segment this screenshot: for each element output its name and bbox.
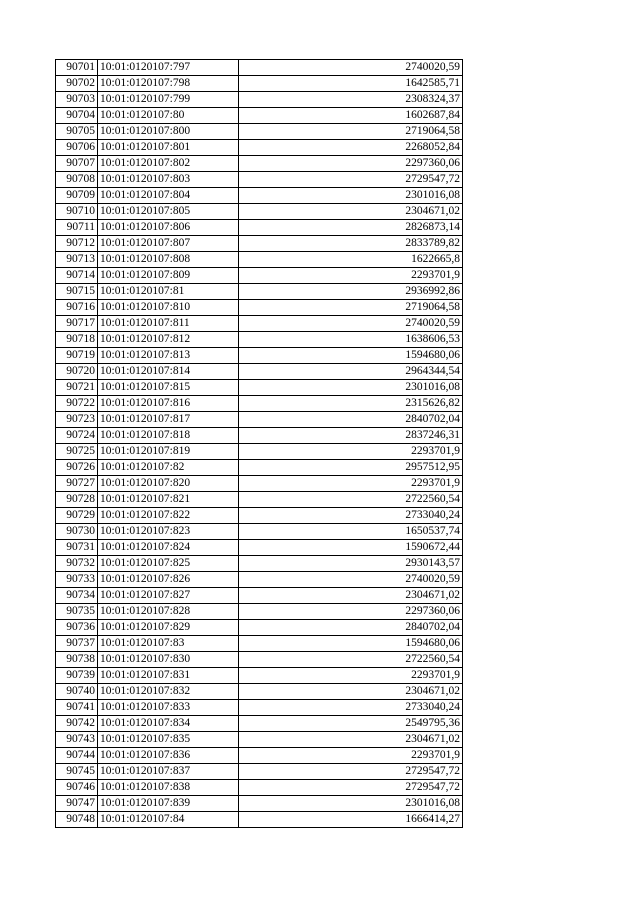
cadastral-number-cell: 10:01:0120107:815 xyxy=(98,380,239,396)
row-number-cell: 90736 xyxy=(56,620,98,636)
row-number-cell: 90746 xyxy=(56,780,98,796)
row-number-cell: 90741 xyxy=(56,700,98,716)
cadastral-number-cell: 10:01:0120107:802 xyxy=(98,156,239,172)
cadastral-number-cell: 10:01:0120107:817 xyxy=(98,412,239,428)
table-row xyxy=(56,444,463,460)
table-row xyxy=(56,508,463,524)
value-cell: 2304671,02 xyxy=(239,684,463,700)
cadastral-number-cell: 10:01:0120107:812 xyxy=(98,332,239,348)
table-row xyxy=(56,140,463,156)
row-number-cell: 90721 xyxy=(56,380,98,396)
table-row xyxy=(56,380,463,396)
row-number-cell: 90701 xyxy=(56,60,98,76)
row-number-cell: 90703 xyxy=(56,92,98,108)
row-number-cell: 90743 xyxy=(56,732,98,748)
value-cell: 2268052,84 xyxy=(239,140,463,156)
value-cell: 2729547,72 xyxy=(239,172,463,188)
table-row xyxy=(56,220,463,236)
row-number-cell: 90747 xyxy=(56,796,98,812)
row-number-cell: 90724 xyxy=(56,428,98,444)
cadastral-number-cell: 10:01:0120107:820 xyxy=(98,476,239,492)
value-cell: 2719064,58 xyxy=(239,300,463,316)
value-cell: 2740020,59 xyxy=(239,60,463,76)
cadastral-number-cell: 10:01:0120107:839 xyxy=(98,796,239,812)
cadastral-number-cell: 10:01:0120107:826 xyxy=(98,572,239,588)
value-cell: 2840702,04 xyxy=(239,412,463,428)
row-number-cell: 90745 xyxy=(56,764,98,780)
cadastral-number-cell: 10:01:0120107:819 xyxy=(98,444,239,460)
value-cell: 2722560,54 xyxy=(239,492,463,508)
row-number-cell: 90704 xyxy=(56,108,98,124)
value-cell: 1602687,84 xyxy=(239,108,463,124)
row-number-cell: 90717 xyxy=(56,316,98,332)
row-number-cell: 90711 xyxy=(56,220,98,236)
value-cell: 2840702,04 xyxy=(239,620,463,636)
table-row xyxy=(56,156,463,172)
row-number-cell: 90729 xyxy=(56,508,98,524)
table-row xyxy=(56,428,463,444)
table-row xyxy=(56,172,463,188)
cadastral-number-cell: 10:01:0120107:806 xyxy=(98,220,239,236)
cadastral-number-cell: 10:01:0120107:833 xyxy=(98,700,239,716)
row-number-cell: 90708 xyxy=(56,172,98,188)
value-cell: 2964344,54 xyxy=(239,364,463,380)
table-row xyxy=(56,332,463,348)
table-row xyxy=(56,604,463,620)
cadastral-number-cell: 10:01:0120107:808 xyxy=(98,252,239,268)
cadastral-number-cell: 10:01:0120107:80 xyxy=(98,108,239,124)
cadastral-number-cell: 10:01:0120107:813 xyxy=(98,348,239,364)
table-row xyxy=(56,236,463,252)
table-row xyxy=(56,556,463,572)
table-row xyxy=(56,396,463,412)
value-cell: 2936992,86 xyxy=(239,284,463,300)
row-number-cell: 90713 xyxy=(56,252,98,268)
table-row xyxy=(56,348,463,364)
value-cell: 2729547,72 xyxy=(239,764,463,780)
value-cell: 2740020,59 xyxy=(239,572,463,588)
cadastral-number-cell: 10:01:0120107:824 xyxy=(98,540,239,556)
table-row xyxy=(56,364,463,380)
value-cell: 2304671,02 xyxy=(239,732,463,748)
row-number-cell: 90733 xyxy=(56,572,98,588)
table-row xyxy=(56,108,463,124)
table-row xyxy=(56,460,463,476)
table-row xyxy=(56,668,463,684)
table-row xyxy=(56,252,463,268)
cadastral-number-cell: 10:01:0120107:82 xyxy=(98,460,239,476)
row-number-cell: 90732 xyxy=(56,556,98,572)
value-cell: 2957512,95 xyxy=(239,460,463,476)
row-number-cell: 90740 xyxy=(56,684,98,700)
table-row xyxy=(56,572,463,588)
cadastral-number-cell: 10:01:0120107:809 xyxy=(98,268,239,284)
value-cell: 2293701,9 xyxy=(239,444,463,460)
value-cell: 2719064,58 xyxy=(239,124,463,140)
table-row xyxy=(56,796,463,812)
row-number-cell: 90742 xyxy=(56,716,98,732)
cadastral-number-cell: 10:01:0120107:837 xyxy=(98,764,239,780)
row-number-cell: 90709 xyxy=(56,188,98,204)
value-cell: 2304671,02 xyxy=(239,204,463,220)
value-cell: 1594680,06 xyxy=(239,348,463,364)
table-row xyxy=(56,684,463,700)
cadastral-number-cell: 10:01:0120107:827 xyxy=(98,588,239,604)
value-cell: 2308324,37 xyxy=(239,92,463,108)
value-cell: 2826873,14 xyxy=(239,220,463,236)
row-number-cell: 90722 xyxy=(56,396,98,412)
value-cell: 2740020,59 xyxy=(239,316,463,332)
value-cell: 2293701,9 xyxy=(239,268,463,284)
table-row xyxy=(56,476,463,492)
cadastral-number-cell: 10:01:0120107:830 xyxy=(98,652,239,668)
table-row xyxy=(56,764,463,780)
value-cell: 2297360,06 xyxy=(239,156,463,172)
cadastral-number-cell: 10:01:0120107:801 xyxy=(98,140,239,156)
value-cell: 2733040,24 xyxy=(239,700,463,716)
cadastral-number-cell: 10:01:0120107:811 xyxy=(98,316,239,332)
value-cell: 1650537,74 xyxy=(239,524,463,540)
cadastral-number-cell: 10:01:0120107:83 xyxy=(98,636,239,652)
row-number-cell: 90716 xyxy=(56,300,98,316)
row-number-cell: 90714 xyxy=(56,268,98,284)
row-number-cell: 90725 xyxy=(56,444,98,460)
cadastral-number-cell: 10:01:0120107:803 xyxy=(98,172,239,188)
cadastral-number-cell: 10:01:0120107:836 xyxy=(98,748,239,764)
row-number-cell: 90728 xyxy=(56,492,98,508)
row-number-cell: 90727 xyxy=(56,476,98,492)
value-cell: 2315626,82 xyxy=(239,396,463,412)
table-row xyxy=(56,284,463,300)
row-number-cell: 90718 xyxy=(56,332,98,348)
cadastral-number-cell: 10:01:0120107:821 xyxy=(98,492,239,508)
row-number-cell: 90731 xyxy=(56,540,98,556)
table-row xyxy=(56,588,463,604)
value-cell: 2301016,08 xyxy=(239,188,463,204)
table-row xyxy=(56,92,463,108)
row-number-cell: 90702 xyxy=(56,76,98,92)
table-row xyxy=(56,204,463,220)
cadastral-number-cell: 10:01:0120107:825 xyxy=(98,556,239,572)
value-cell: 2301016,08 xyxy=(239,380,463,396)
cadastral-number-cell: 10:01:0120107:84 xyxy=(98,812,239,828)
row-number-cell: 90738 xyxy=(56,652,98,668)
table-row xyxy=(56,780,463,796)
table-row xyxy=(56,124,463,140)
value-cell: 2729547,72 xyxy=(239,780,463,796)
cadastral-number-cell: 10:01:0120107:822 xyxy=(98,508,239,524)
cadastral-number-cell: 10:01:0120107:838 xyxy=(98,780,239,796)
value-cell: 2722560,54 xyxy=(239,652,463,668)
row-number-cell: 90710 xyxy=(56,204,98,220)
value-cell: 1590672,44 xyxy=(239,540,463,556)
value-cell: 2837246,31 xyxy=(239,428,463,444)
data-table xyxy=(55,59,463,828)
cadastral-number-cell: 10:01:0120107:814 xyxy=(98,364,239,380)
cadastral-number-cell: 10:01:0120107:81 xyxy=(98,284,239,300)
row-number-cell: 90739 xyxy=(56,668,98,684)
value-cell: 1594680,06 xyxy=(239,636,463,652)
row-number-cell: 90726 xyxy=(56,460,98,476)
row-number-cell: 90706 xyxy=(56,140,98,156)
table-row xyxy=(56,492,463,508)
value-cell: 1622665,8 xyxy=(239,252,463,268)
row-number-cell: 90723 xyxy=(56,412,98,428)
row-number-cell: 90707 xyxy=(56,156,98,172)
value-cell: 2304671,02 xyxy=(239,588,463,604)
row-number-cell: 90705 xyxy=(56,124,98,140)
table-row xyxy=(56,812,463,828)
table-row xyxy=(56,188,463,204)
value-cell: 1666414,27 xyxy=(239,812,463,828)
value-cell: 2293701,9 xyxy=(239,476,463,492)
table-row xyxy=(56,60,463,76)
row-number-cell: 90730 xyxy=(56,524,98,540)
cadastral-number-cell: 10:01:0120107:831 xyxy=(98,668,239,684)
cadastral-number-cell: 10:01:0120107:834 xyxy=(98,716,239,732)
cadastral-number-cell: 10:01:0120107:823 xyxy=(98,524,239,540)
row-number-cell: 90748 xyxy=(56,812,98,828)
cadastral-number-cell: 10:01:0120107:816 xyxy=(98,396,239,412)
value-cell: 2293701,9 xyxy=(239,668,463,684)
value-cell: 2833789,82 xyxy=(239,236,463,252)
cadastral-number-cell: 10:01:0120107:807 xyxy=(98,236,239,252)
cadastral-number-cell: 10:01:0120107:810 xyxy=(98,300,239,316)
value-cell: 1638606,53 xyxy=(239,332,463,348)
cadastral-number-cell: 10:01:0120107:829 xyxy=(98,620,239,636)
table-row xyxy=(56,268,463,284)
row-number-cell: 90735 xyxy=(56,604,98,620)
table-row xyxy=(56,636,463,652)
cadastral-number-cell: 10:01:0120107:828 xyxy=(98,604,239,620)
row-number-cell: 90712 xyxy=(56,236,98,252)
value-cell: 2930143,57 xyxy=(239,556,463,572)
table-row xyxy=(56,524,463,540)
cadastral-number-cell: 10:01:0120107:798 xyxy=(98,76,239,92)
row-number-cell: 90744 xyxy=(56,748,98,764)
table-row xyxy=(56,300,463,316)
cadastral-number-cell: 10:01:0120107:805 xyxy=(98,204,239,220)
table-row xyxy=(56,748,463,764)
cadastral-number-cell: 10:01:0120107:832 xyxy=(98,684,239,700)
table-row xyxy=(56,716,463,732)
cadastral-number-cell: 10:01:0120107:804 xyxy=(98,188,239,204)
row-number-cell: 90734 xyxy=(56,588,98,604)
cadastral-number-cell: 10:01:0120107:799 xyxy=(98,92,239,108)
value-cell: 2549795,36 xyxy=(239,716,463,732)
table-row xyxy=(56,700,463,716)
cadastral-number-cell: 10:01:0120107:835 xyxy=(98,732,239,748)
table-row xyxy=(56,540,463,556)
value-cell: 2293701,9 xyxy=(239,748,463,764)
table-row xyxy=(56,732,463,748)
table-row xyxy=(56,412,463,428)
table-row xyxy=(56,76,463,92)
value-cell: 2733040,24 xyxy=(239,508,463,524)
cadastral-number-cell: 10:01:0120107:818 xyxy=(98,428,239,444)
row-number-cell: 90715 xyxy=(56,284,98,300)
table-row xyxy=(56,652,463,668)
cadastral-number-cell: 10:01:0120107:797 xyxy=(98,60,239,76)
row-number-cell: 90719 xyxy=(56,348,98,364)
cadastral-number-cell: 10:01:0120107:800 xyxy=(98,124,239,140)
row-number-cell: 90720 xyxy=(56,364,98,380)
table-row xyxy=(56,620,463,636)
value-cell: 2301016,08 xyxy=(239,796,463,812)
table-row xyxy=(56,316,463,332)
table-body xyxy=(56,60,463,828)
value-cell: 1642585,71 xyxy=(239,76,463,92)
row-number-cell: 90737 xyxy=(56,636,98,652)
value-cell: 2297360,06 xyxy=(239,604,463,620)
